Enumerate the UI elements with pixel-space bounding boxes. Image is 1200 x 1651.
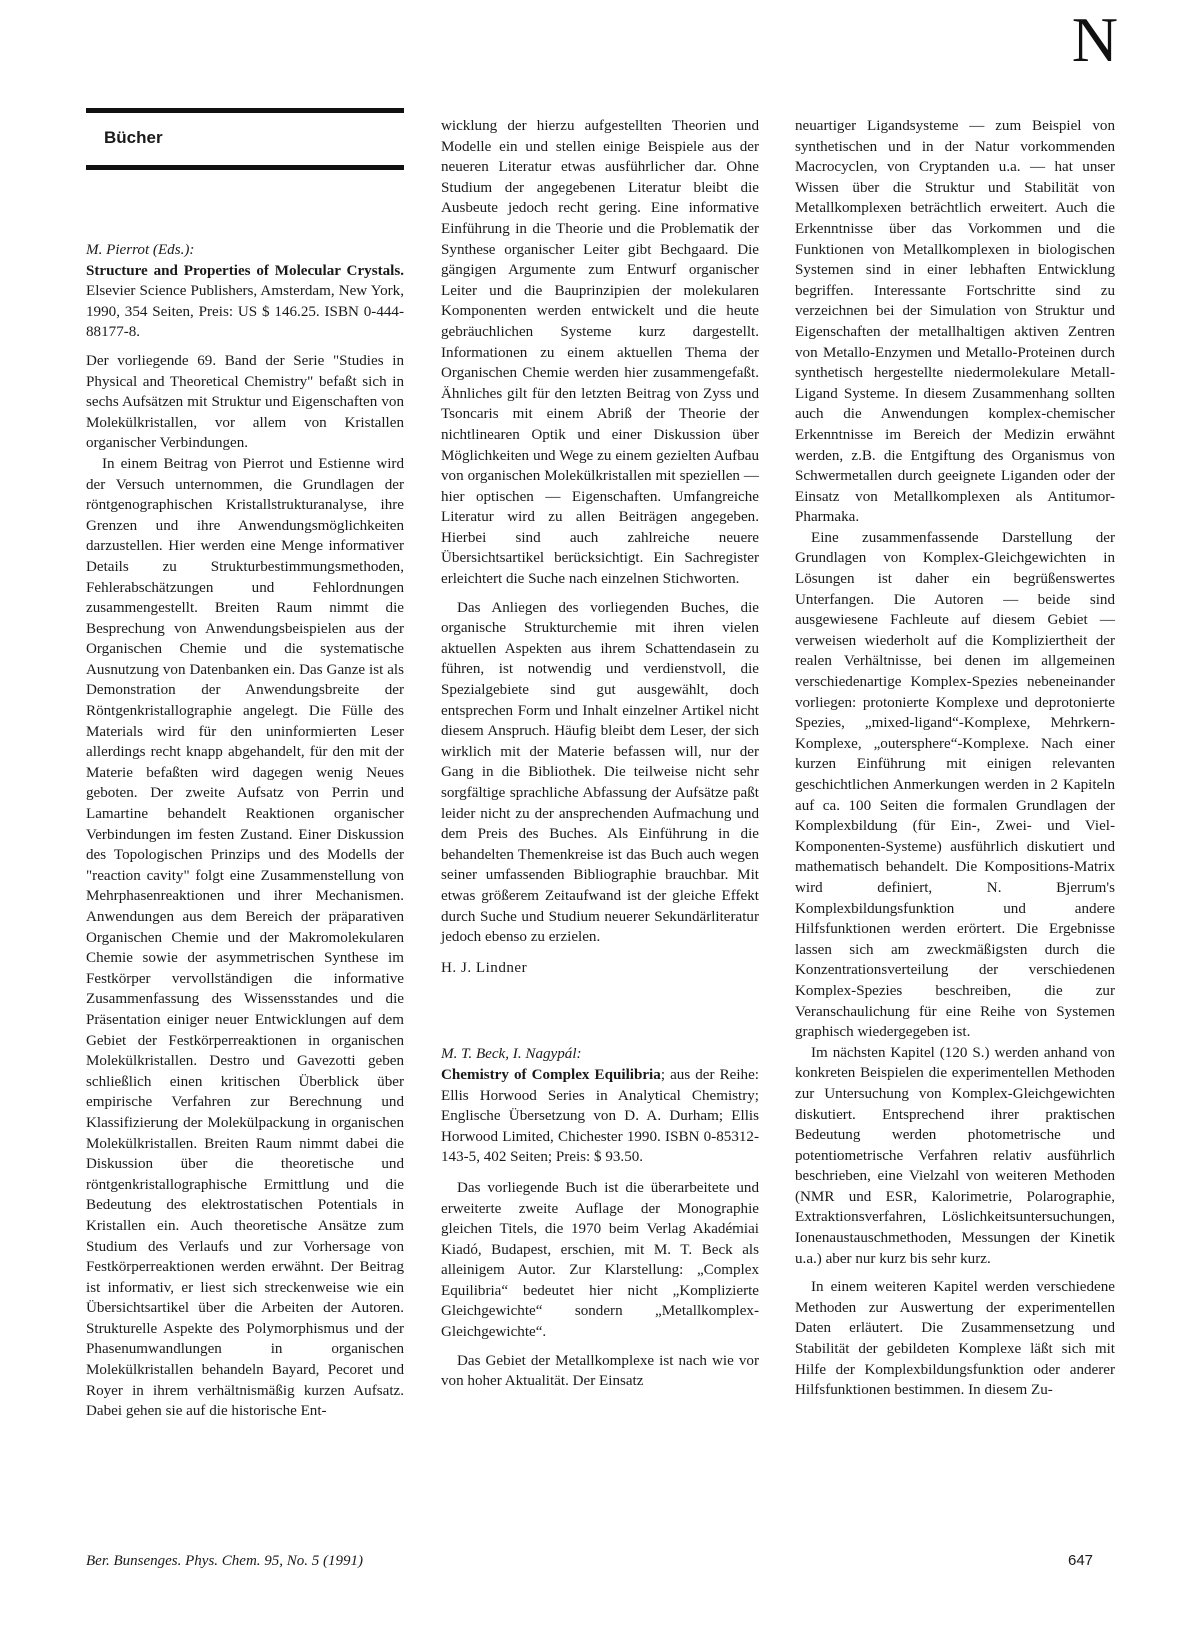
review-2-header	[441, 1044, 759, 1168]
review-1-body-col2	[441, 116, 759, 948]
column-2	[441, 116, 759, 1392]
header-rule-bottom	[86, 165, 404, 170]
section-letter: N	[1071, 4, 1118, 75]
journal-citation: Ber. Bunsenges. Phys. Chem. 95, No. 5 (1991)	[86, 1553, 364, 1569]
review-2-book-title: Chemistry of Complex Equilibria	[441, 1066, 661, 1083]
column-3	[795, 116, 1115, 1401]
paragraph: Der vorliegende 69. Band der Serie "Studies in Physical and Theoretical Chemistry" befaßt sich in sechs Aufsätzen mit Struktur und Eigenschaften von Molekülkristallen, vor allem von Kristallen organischer Verbindungen.	[86, 352, 404, 452]
review-1-book-title: Structure and Properties of Molecular Crystals.	[86, 262, 404, 279]
column-1	[86, 240, 404, 1422]
paragraph: Im nächsten Kapitel (120 S.) werden anhand von konkreten Beispielen die experimentellen Methoden zur Untersuchung von Komplex-Gleichgewichten diskutiert. Entsprechend ihrer praktischen Bedeutung werden photometrische und potentiometrische Verfahren relativ ausführlich beschrieben, eine Vielzahl von weiteren Methoden (NMR und ESR, Kalorimetrie, Polarographie, Extraktionsverfahren, Löslichkeitsuntersuchungen, Ionenaustauschmethoden, Messungen der Kinetik u.a.) aber nur kurz bis sehr kurz.	[795, 1044, 1115, 1267]
section-header	[86, 108, 404, 170]
paragraph: In einem Beitrag von Pierrot und Estienne wird der Versuch unternommen, die Grundlagen der röntgenographischen Kristallstrukturanalyse, ihre Grenzen und ihre Anwendungsmöglichkeiten darzustellen. Hier werden eine Menge informativer Details zu Strukturbestimmungsmethoden, Fehlerabschätzungen und Fehlordnungen zusammengestellt. Breiten Raum nimmt die Besprechung von Anwendungsbeispielen aus der Organischen Chemie und die systematische Ausnutzung von Datenbanken ein. Das Ganze ist als Demonstration der Anwendungsbreite der Röntgenkristallographie angelegt. Die Fülle des Materials wird für den uninformierten Leser allerdings recht knapp abgehandelt, für den mit der Materie befaßten wird dagegen wenig Neues geboten. Der zweite Aufsatz von Perrin und Lamartine behandelt Reaktionen organischer Verbindungen im festen Zustand. Einer Diskussion des Topologischen Prinzips und des Modells der "reaction cavity" folgt eine Zusammenstellung von Mehrphasenreaktionen und ihrer Mechanismen. Anwendungen aus dem Bereich der präparativen Organischen Chemie und der Makromolekularen Chemie sowie der asymmetrischen Synthese im Festkörper vervollständigen die informative Zusammenfassung des Wissensstandes und die Präsentation einiger neuer Entwicklungen auf dem Gebiet der Festkörperreaktionen in organischen Molekülkristallen. Destro und Gavezotti geben schließlich einen kritischen Überblick über empirische Verfahren zur Berechnung und Klassifizierung der Molekülpackung in organischen Molekülkristallen. Breiten Raum nimmt dabei die Diskussion über die theoretische und röntgenkristallographische Ermittlung und die Bedeutung des elektrostatischen Potentials in Kristallen ein. Auch theoretische Ansätze zum Studium des Verlaufs und zur Vorhersage von Festkörperreaktionen werden erwähnt. Der Beitrag ist informativ, er liest sich streckenweise wie ein Übersichtsartikel über die Arbeiten der Autoren. Strukturelle Aspekte des Polymorphismus und der Phasenumwandlungen in organischen Molekülkristallen behandeln Bayard, Pecoret und Royer in ihrem verhältnismäßig kurzen Aufsatz. Dabei gehen sie auf die historische Ent-	[86, 455, 404, 1420]
paragraph: Das vorliegende Buch ist die überarbeitete und erweiterte zweite Auflage der Monographie gleichen Titels, die 1970 beim Verlag Akadémiai Kiadó, Budapest, erschien, mit M. T. Beck als alleinigem Autor. Zur Klarstellung: „Complex Equilibria“ bedeutet hier nicht „Komplizierte Gleichgewichte“ sondern „Metallkomplex-Gleichgewichte“.	[441, 1179, 759, 1341]
paragraph: Eine zusammenfassende Darstellung der Grundlagen von Komplex-Gleichgewichten in Lösungen ist daher ein begrüßenswertes Unterfangen. Die Autoren — beide sind ausgewiesene Fachleute auf diesem Gebiet — verweisen wiederholt auf die Kompliziertheit der realen Verhältnisse, bei denen im allgemeinen verschiedenartige Komplex-Spezies nebeneinander vorliegen: protonierte Komplexe und deprotonierte Spezies, „mixed-ligand“-Komplexe, Mehrkern-Komplexe, „outersphere“-Komplexe. Nach einer kurzen Einführung mit einigen relevanten geschichtlichen Anmerkungen werden in 2 Kapiteln auf ca. 100 Seiten die formalen Grundlagen der Komplexbildung (für Ein-, Zwei- und Viel-Komponenten-Systeme) ausführlich diskutiert und mathematisch behandelt. Die Kompositions-Matrix wird definiert, N. Bjerrum's Komplexbildungsfunktion und andere Hilfsfunktionen werden erörtert. Die Ergebnisse lassen sich am zweckmäßigsten durch die Konzentrationsverteilung der verschiedenen Komplex-Spezies beschreiben, die zur Veranschaulichung für eine Reihe von Systemen graphisch wiedergegeben ist.	[795, 529, 1115, 1041]
header-rule-top	[86, 108, 404, 113]
review-2-body-col3	[795, 116, 1115, 1401]
paragraph: In einem weiteren Kapitel werden verschiedene Methoden zur Auswertung der experimentellen Daten erläutert. Die Zusammensetzung und Stabilität der gebildeten Komplexe läßt sich mit Hilfe der Komplexbildungsfunktion oder anderer Hilfsfunktionen bestimmen. In diesem Zu-	[795, 1279, 1115, 1399]
section-title: Bücher	[104, 128, 163, 147]
review-2-authors: M. T. Beck, I. Nagypál:	[441, 1046, 582, 1063]
page-number: 647	[1068, 1552, 1094, 1569]
paragraph: Das Gebiet der Metallkomplexe ist nach wie vor von hoher Aktualität. Der Einsatz	[441, 1352, 759, 1390]
review-1-publisher: Elsevier Science Publishers, Amsterdam, New York, 1990, 354 Seiten, Preis: US $ 146.25. ISBN 0-444-88177-8.	[86, 283, 404, 341]
review-1-header	[86, 240, 404, 343]
paragraph: Das Anliegen des vorliegenden Buches, die organische Strukturchemie mit ihren vielen aktuellen Aspekten aus ihrem Schattendasein zu führen, ist notwendig und verdienstvoll, die Spezialgebiete sind gut ausgewählt, doch entsprechen Form und Inhalt einzelner Artikel nicht diesem Anspruch. Häufig bleibt dem Leser, der sich wirklich mit der Materie befassen will, nur der Gang in die Bibliothek. Die teilweise nicht sehr sorgfältige sprachliche Abfassung der Aufsätze paßt leider nicht zu der ansprechenden Aufmachung und dem Preis des Buches. Als Einführung in die behandelten Themenkreise ist das Buch auch wegen seiner umfassenden Bibliographie brauchbar. Mit etwas größerem Zeitaufwand ist der gleiche Effekt durch Suche und Studium neuerer Sekundärliteratur jedoch ebenso zu erzielen.	[441, 599, 759, 946]
paragraph: wicklung der hierzu aufgestellten Theorien und Modelle ein und stellen einige Beispiele aus der neueren Literatur etwas ausführlicher dar. Ohne Studium der angegebenen Literatur bleibt die Ausbeute jedoch recht gering. Eine informative Einführung in die Theorie und die Problematik der Synthese organischer Leiter gibt Bechgaard. Die gängigen Argumente zum Entwurf organischer Leiter und die Bauprinzipien der molekularen Komponenten werden entwickelt und die heute gebräuchlichen Systeme kurz dargestellt. Informationen zu einem aktuellen Thema der Organischen Chemie werden hier zusammengefaßt. Ähnliches gilt für den letzten Beitrag von Zyss und Tsoncaris mit einem Abriß der Theorie der nichtlinearen Optik und einer Diskussion über Möglichkeiten und Wege zu einem gezielten Aufbau von organischen Molekülkristallen mit speziellen — hier optischen — Eigenschaften. Umfangreiche Literatur wird zu allen Beiträgen angegeben. Hierbei sind auch zahlreiche neuere Übersichtsartikel berücksichtigt. Ein Sachregister erleichtert die Suche nach einzelnen Stichworten.	[441, 118, 759, 588]
review-2-publisher: ; aus der Reihe: Ellis Horwood Series in Analytical Chemistry; Englische Übersetzung von D. A. Durham; Ellis Horwood Limited, Chichester 1990. ISBN 0-85312-143-5, 402 Seiten; Preis: $ 93.50.	[441, 1066, 759, 1166]
review-1-signature: H. J. Lindner	[441, 959, 528, 976]
review-1-authors: M. Pierrot (Eds.):	[86, 242, 195, 258]
review-2-body-col2	[441, 1178, 759, 1392]
paragraph: neuartiger Ligandsysteme — zum Beispiel von synthetischen und in der Natur vorkommenden Macrocyclen, von Cryptanden u.a. — hat unser Wissen über die Struktur und Stabilität von Metallkomplexen beträchtlich erweitert. Auch die Erkenntnisse über das Vorkommen und die Funktionen von Metallkomplexen in biologischen Systemen sind in einer lebhaften Entwicklung begriffen. Interessante Fortschritte sind zu verzeichnen bei der Simulation von Struktur und Eigenschaften der metallhaltigen aktiven Zentren von Metallo-Enzymen und Metallo-Proteinen durch synthetisch hergestellte niedermolekulare Metall-Ligand Systeme. In diesem Zusammenhang sollten auch die Anwendungen komplex-chemischer Erkenntnisse im Bereich der Medizin erwähnt werden, z.B. die Entgiftung des Organismus von Schwermetallen durch geeignete Liganden oder der Einsatz von Metallkomplexen als Antitumor-Pharmaka.	[795, 118, 1115, 526]
review-1-body-col1	[86, 351, 404, 1422]
